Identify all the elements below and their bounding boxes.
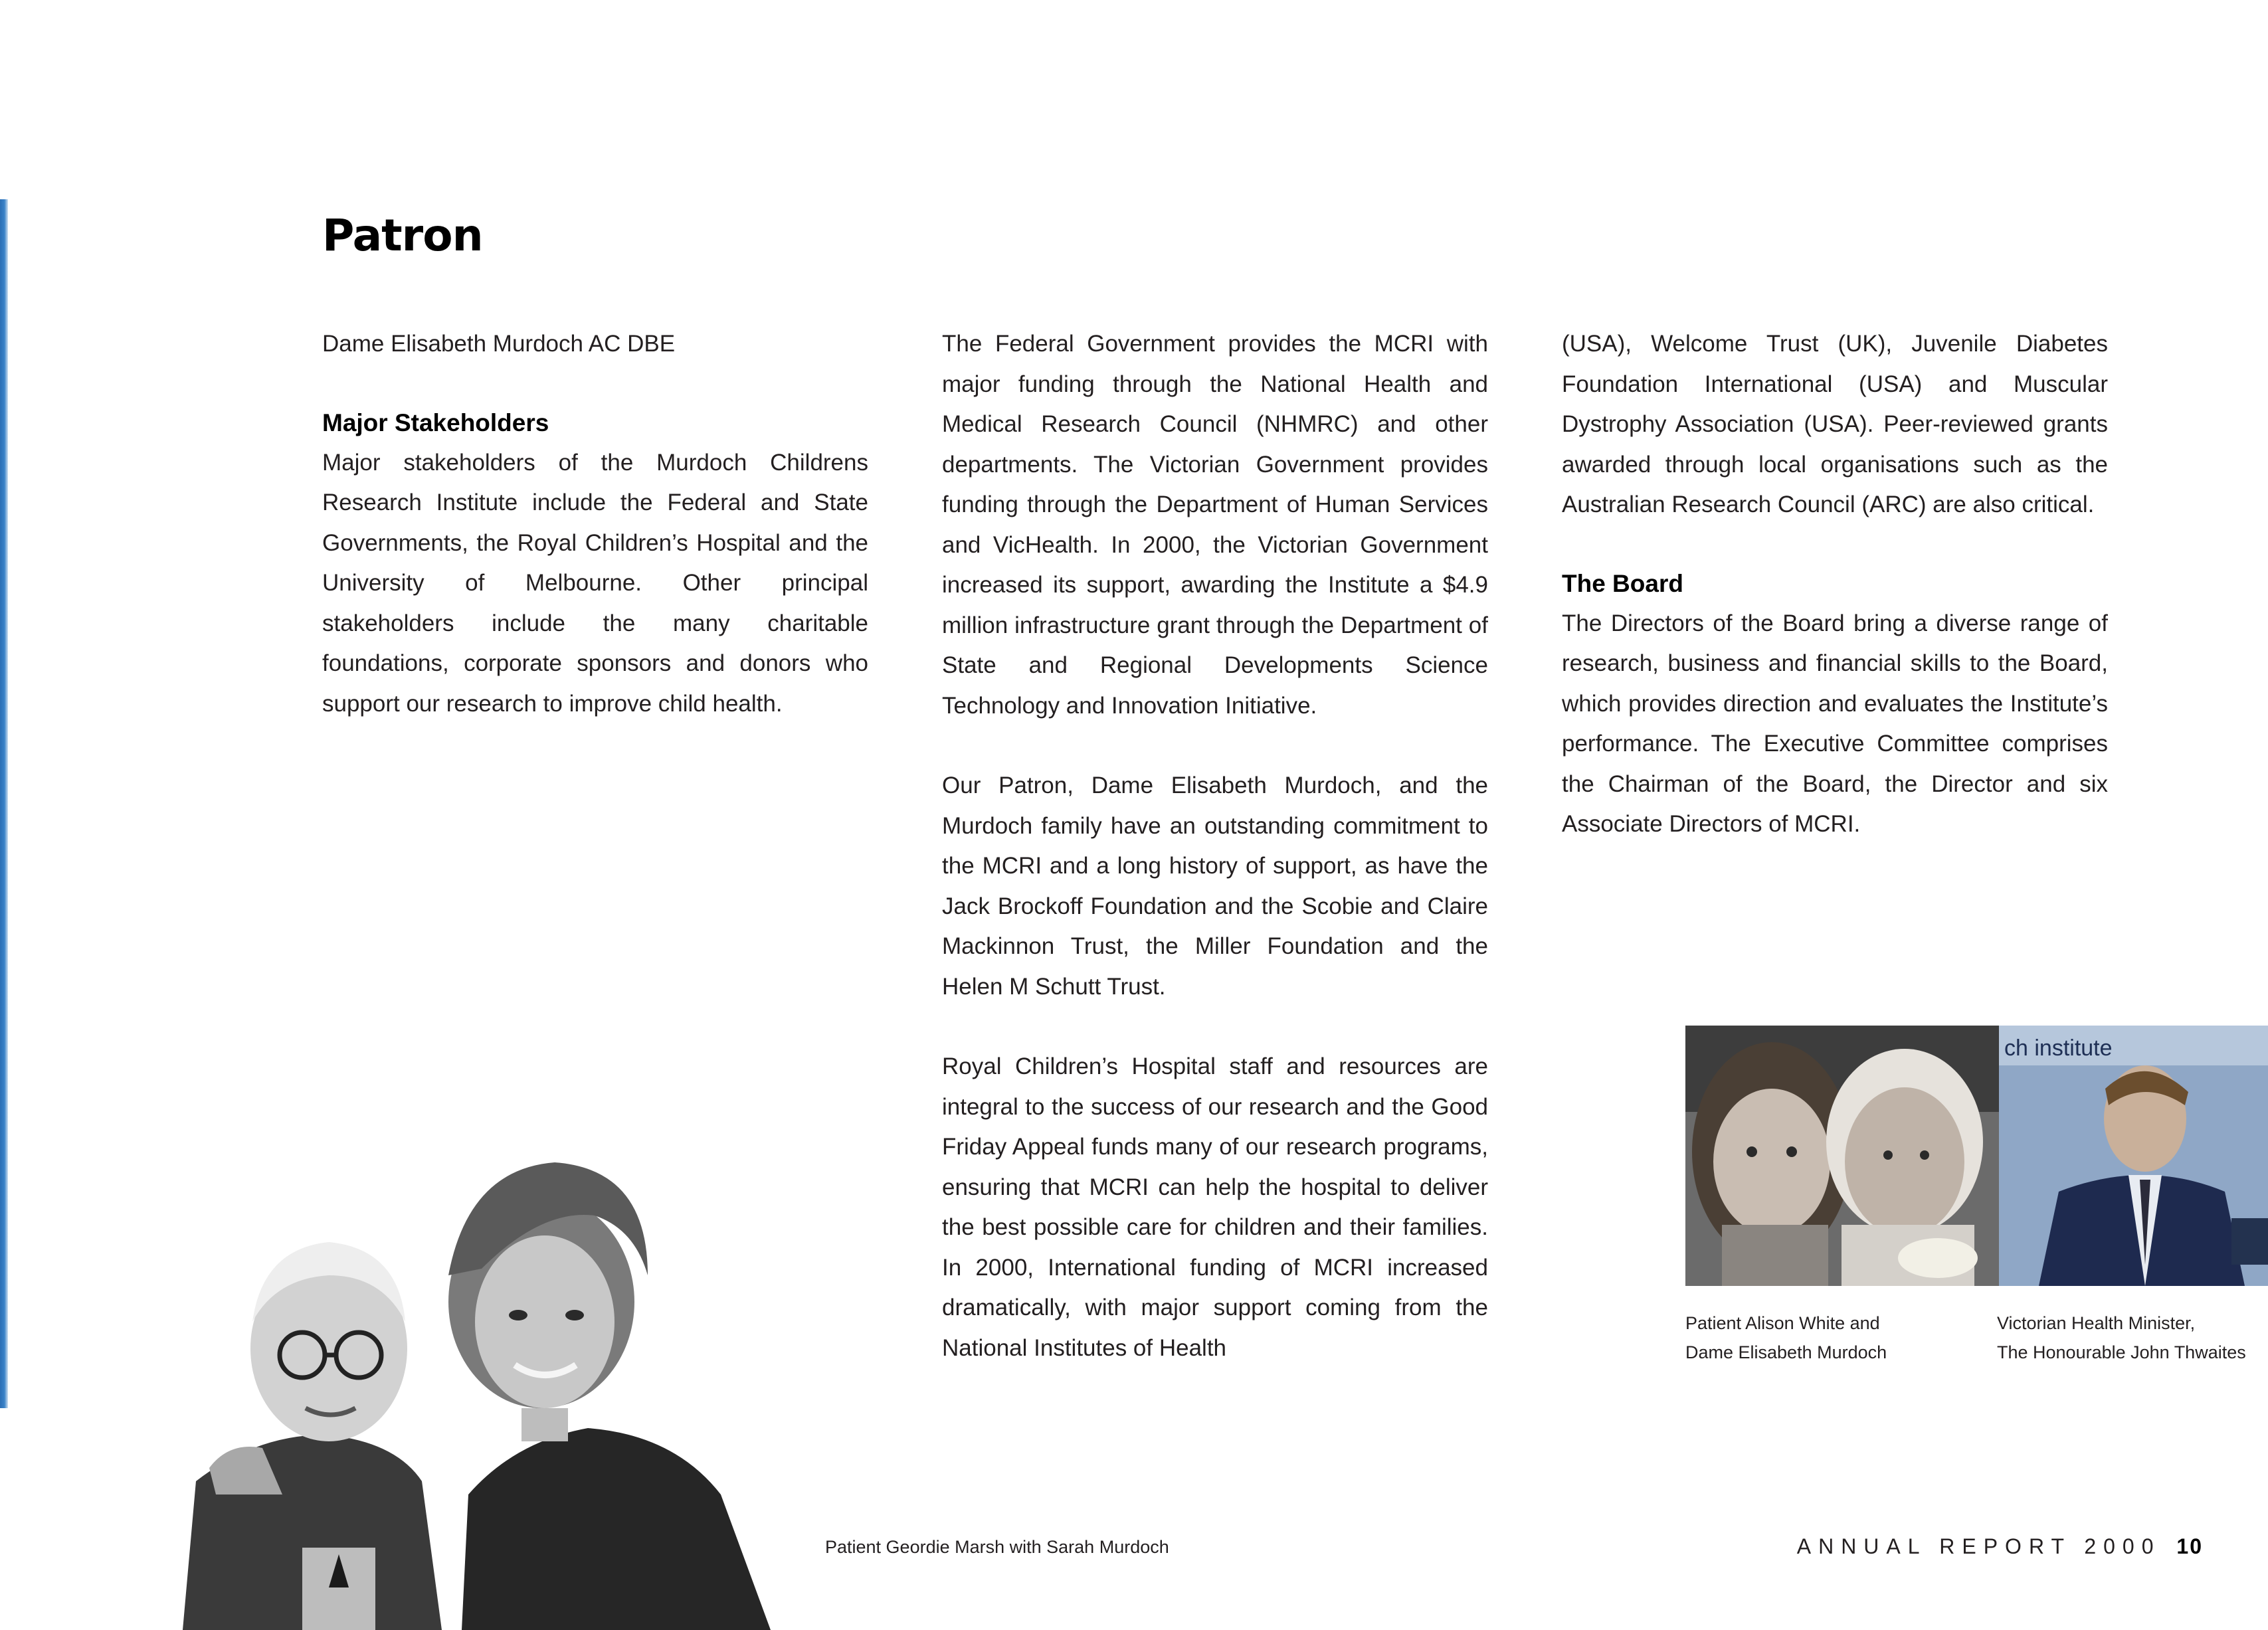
photo-john-thwaites: [1999, 1026, 2268, 1286]
page-number: 10: [2176, 1534, 2203, 1558]
page-footer: [1797, 1534, 2203, 1559]
column-1: [322, 324, 868, 724]
board-text: The Directors of the Board bring a diverse range of research, business and financial skills to the Board, which provides direction and evaluates the Institute’s performance. The Executive Committee comprises the Chairman of the Board, the Director and six Associate Directors of MCRI.: [1562, 610, 2108, 837]
caption-geordie-marsh: Patient Geordie Marsh with Sarah Murdoch: [825, 1537, 1169, 1557]
column-3: [1562, 324, 2108, 845]
hospital-paragraph: Royal Children’s Hospital staff and resources are integral to the success of our research and the Good Friday Appeal funds many of our research programs, ensuring that MCRI can help the hospital to deliver the best possible care for children and their families. In 2000, International funding of MCRI increased dramatically, with major support coming from the National Institutes of Health: [942, 1053, 1488, 1361]
patron-name: Dame Elisabeth Murdoch AC DBE: [322, 331, 676, 357]
photo-geordie-marsh-sarah-murdoch: [169, 1123, 794, 1630]
photo-alison-white-dame-elisabeth: [1685, 1026, 1999, 1286]
caption-alison-white: Patient Alison White and Dame Elisabeth Murdoch: [1685, 1313, 1887, 1362]
caption-minister: Victorian Health Minister, The Honourable John Thwaites: [1997, 1313, 2246, 1362]
column-2: [942, 324, 1488, 1368]
stakeholders-text: Major stakeholders of the Murdoch Childrens Research Institute include the Federal and State Governments, the Royal Children’s Hospital and the University of Melbourne. Other principal stakeholders include the many charitable foundations, corporate sponsors and donors who support our research to improve child health.: [322, 449, 868, 717]
report-label: ANNUAL REPORT 2000: [1796, 1534, 2161, 1558]
board-heading: The Board: [1562, 569, 1683, 597]
international-funding-paragraph: (USA), Welcome Trust (UK), Juvenile Diabetes Foundation International (USA) and Muscular Dystrophy Association (USA). Peer-reviewed grants awarded through local organisations such as the Australian Research Council (ARC) are also critical.: [1562, 331, 2108, 517]
funding-paragraph: The Federal Government provides the MCRI with major funding through the National Health and Medical Research Council (NHMRC) and other departments. The Victorian Government provides funding through the Department of Human Services and VicHealth. In 2000, the Victorian Government increased its support, awarding the Institute a $4.9 million infrastructure grant through the Department of State and Regional Developments Science Technology and Innovation Initiative.: [942, 331, 1488, 719]
page-title: Patron: [322, 210, 483, 261]
murdoch-family-paragraph: Our Patron, Dame Elisabeth Murdoch, and the Murdoch family have an outstanding commitment to the MCRI and a long history of support, as have the Jack Brockoff Foundation and the Scobie and Claire Mackinnon Trust, the Miller Foundation and the Helen M Schutt Trust.: [942, 772, 1488, 1000]
institute-sign-text: ch institute: [2004, 1036, 2113, 1061]
binding-spine-stripe: [0, 199, 8, 1408]
stakeholders-heading: Major Stakeholders: [322, 408, 549, 436]
